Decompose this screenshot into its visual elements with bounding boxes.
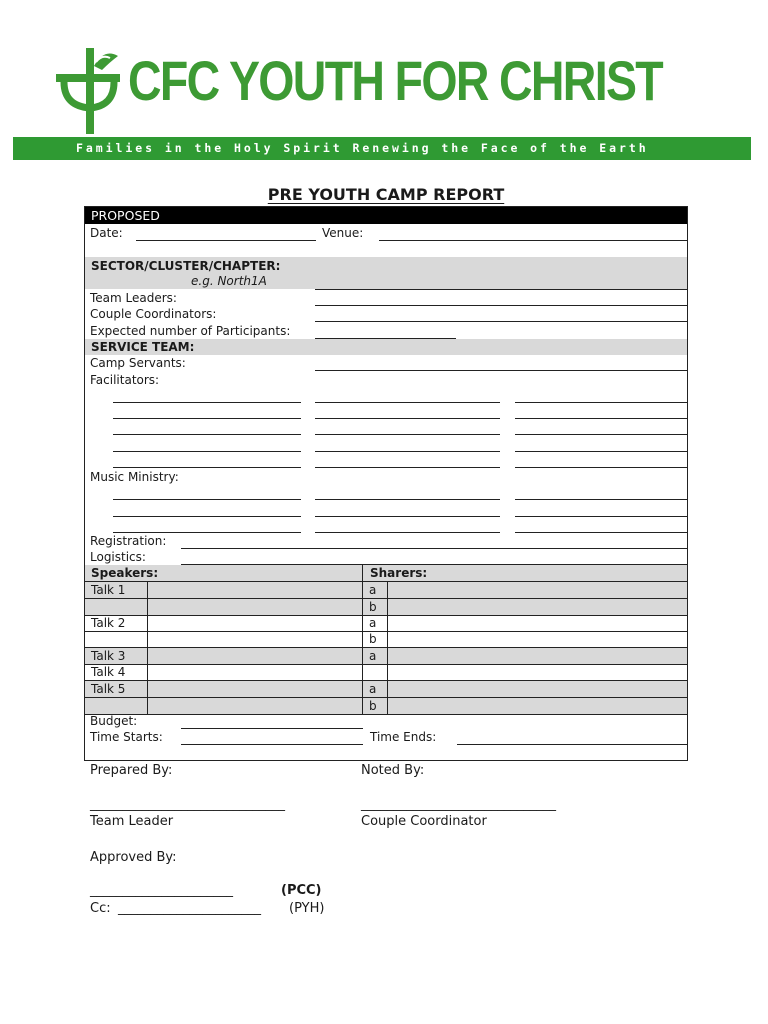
music-field[interactable] [315,516,500,517]
music-field[interactable] [315,532,500,533]
facilitator-field[interactable] [315,467,500,468]
approved-by-label: Approved By: [90,850,177,865]
music-field[interactable] [113,499,301,500]
sector-example: e.g. North1A [191,274,267,288]
camp-servants-label: Camp Servants: [90,356,186,370]
sharer-label: a [369,682,377,696]
facilitator-field[interactable] [515,402,687,403]
brand-name: CFC YOUTH FOR CHRIST [128,49,663,112]
registration-label: Registration: [90,534,167,548]
budget-field[interactable] [181,728,363,729]
table-row [85,698,687,714]
table-row [85,599,687,615]
camp-servants-field[interactable] [315,370,687,371]
talk-label: Talk 2 [91,616,126,630]
venue-label: Venue: [322,226,364,240]
talk-label: Talk 4 [91,665,126,679]
time-starts-field[interactable] [181,744,363,745]
couple-coordinators-label: Couple Coordinators: [90,307,217,321]
sector-section [85,257,687,289]
talk-label: Talk 5 [91,682,126,696]
facilitator-field[interactable] [515,451,687,452]
time-ends-label: Time Ends: [370,730,437,744]
divider [147,581,148,714]
registration-field[interactable] [181,548,687,549]
couple-coordinators-field[interactable] [315,321,687,322]
team-leaders-field[interactable] [315,305,687,306]
facilitator-field[interactable] [315,434,500,435]
service-team-label: SERVICE TEAM: [91,340,195,354]
date-label: Date: [90,226,123,240]
cc-signature-line[interactable]: ______________________ [118,901,261,916]
table-row [85,681,687,697]
talk-label: Talk 1 [91,583,126,597]
proposed-header [85,207,687,224]
facilitator-field[interactable] [315,418,500,419]
sharer-label: b [369,600,377,614]
report-form [84,206,688,761]
facilitator-field[interactable] [515,434,687,435]
tagline-banner: Families in the Holy Spirit Renewing the Face of the Earth [13,137,751,160]
sharer-label: a [369,583,377,597]
facilitator-field[interactable] [315,451,500,452]
speakers-header [85,565,687,581]
team-leaders-label: Team Leaders: [90,291,177,305]
noted-signature-line[interactable]: ______________________________ [361,797,556,812]
sector-field[interactable] [315,289,687,290]
speakers-label: Speakers: [91,566,159,580]
pcc-signature-line[interactable]: ______________________ [90,883,233,898]
music-field[interactable] [515,516,687,517]
facilitator-field[interactable] [113,402,301,403]
table-row [85,648,687,664]
divider [85,714,687,715]
divider [362,581,363,714]
service-team-section [85,339,687,355]
proposed-label: PROPOSED [91,208,160,223]
pcc-label: (PCC) [281,883,322,898]
music-field[interactable] [515,532,687,533]
music-field[interactable] [315,499,500,500]
noted-by-label: Noted By: [361,763,425,778]
divider [85,615,687,616]
facilitator-field[interactable] [113,434,301,435]
facilitator-field[interactable] [113,418,301,419]
time-starts-label: Time Starts: [90,730,163,744]
team-leader-label: Team Leader [90,814,174,829]
music-ministry-label: Music Ministry: [90,470,179,484]
prepared-signature-line[interactable]: ______________________________ [90,797,285,812]
sector-label: SECTOR/CLUSTER/CHAPTER: [91,259,281,273]
venue-field[interactable] [379,240,687,241]
sharer-label: b [369,699,377,713]
facilitator-field[interactable] [113,451,301,452]
cc-label: Cc: [90,901,111,916]
time-ends-field[interactable] [457,744,687,745]
divider [362,565,363,581]
divider [85,631,687,632]
sharer-label: a [369,649,377,663]
couple-coordinator-label: Couple Coordinator [361,814,487,829]
page-title: PRE YOUTH CAMP REPORT [267,185,505,204]
music-field[interactable] [515,499,687,500]
prepared-by-label: Prepared By: [90,763,173,778]
divider [85,664,687,665]
sharers-label: Sharers: [370,566,428,580]
expected-participants-label: Expected number of Participants: [90,324,291,338]
cross-logo-icon [52,44,132,136]
date-field[interactable] [136,240,316,241]
sharer-label: a [369,616,377,630]
facilitator-field[interactable] [515,467,687,468]
pyh-label: (PYH) [289,901,325,916]
divider [387,581,388,714]
facilitator-field[interactable] [315,402,500,403]
facilitator-field[interactable] [113,467,301,468]
table-row [85,582,687,598]
talk-label: Talk 3 [91,649,126,663]
facilitators-label: Facilitators: [90,373,160,387]
logistics-label: Logistics: [90,550,146,564]
budget-label: Budget: [90,714,138,728]
music-field[interactable] [113,516,301,517]
facilitator-field[interactable] [515,418,687,419]
sharer-label: b [369,632,377,646]
logo [52,44,663,136]
